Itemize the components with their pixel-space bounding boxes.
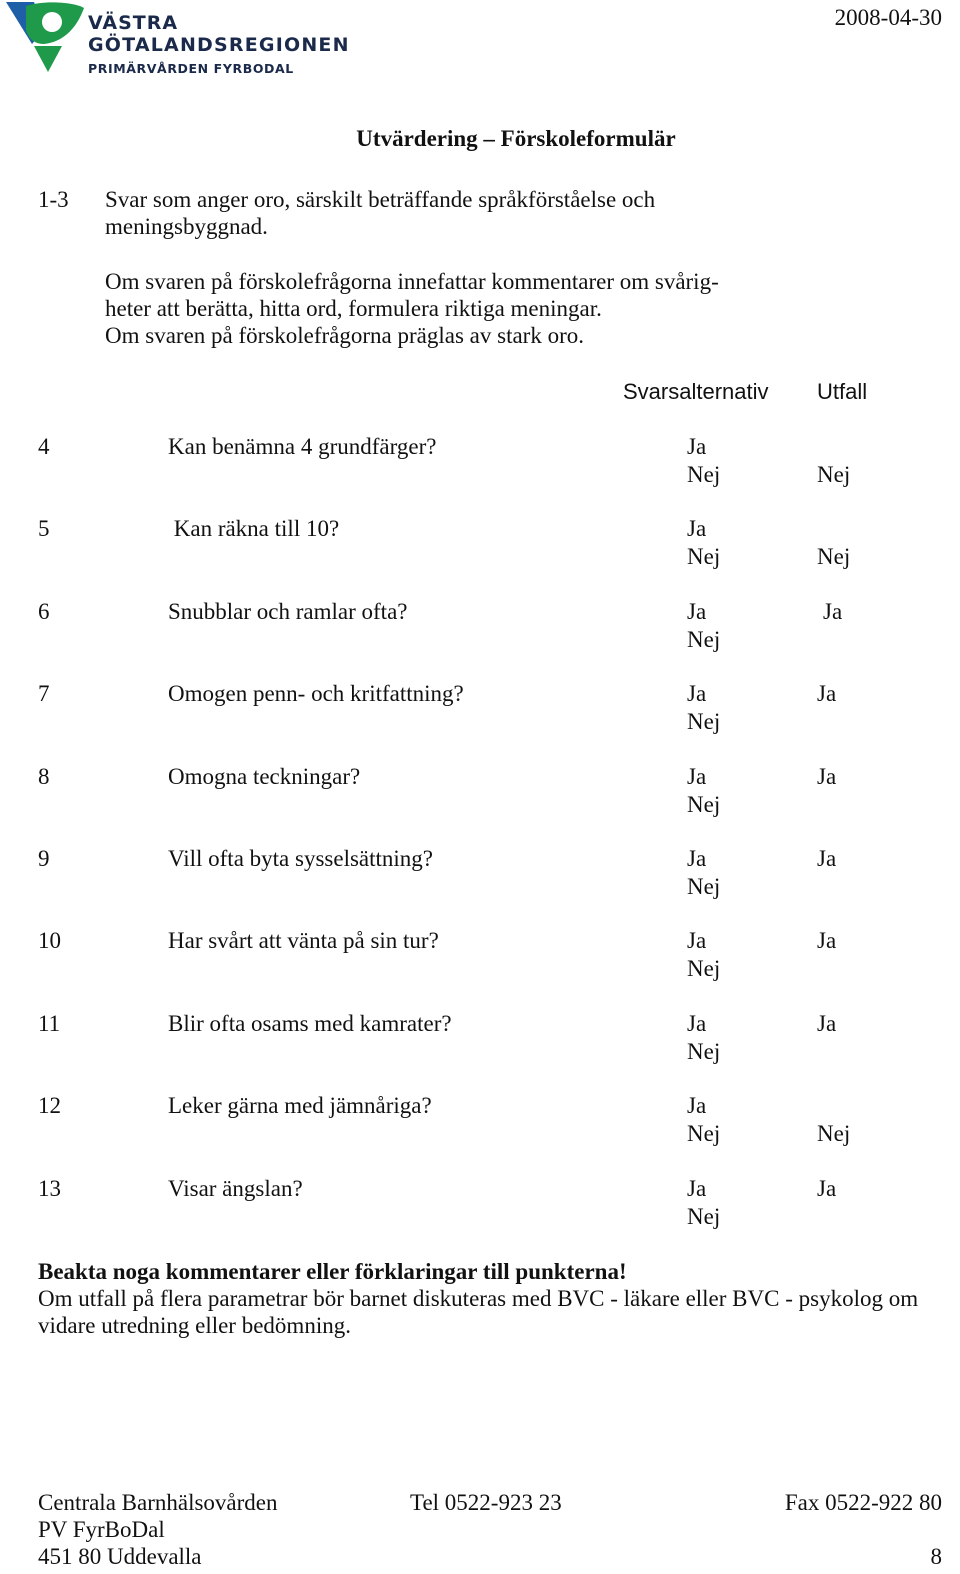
question-text: Omogen penn- och kritfattning? (168, 681, 464, 706)
intro-line: Svar som anger oro, särskilt beträffande språkförståelse och (105, 187, 656, 212)
question-number: 5 (38, 516, 50, 541)
question-text: Visar ängslan? (168, 1176, 303, 1201)
outcome-value: Ja (817, 846, 837, 871)
outcome-value: Nej (817, 1121, 851, 1146)
answer-yes: Ja (687, 599, 707, 624)
answer-no: Nej (687, 874, 721, 899)
question-row (0, 1010, 960, 1070)
page-title: Utvärdering – Förskoleformulär (356, 126, 676, 151)
question-text: Blir ofta osams med kamrater? (168, 1011, 452, 1036)
intro-paragraph (105, 268, 719, 349)
outcome-value: Ja (817, 764, 837, 789)
question-row (0, 598, 960, 658)
outcome-value: Ja (817, 681, 837, 706)
question-row (0, 927, 960, 987)
answer-no: Nej (687, 1121, 721, 1146)
question-number: 12 (38, 1093, 61, 1118)
question-number: 6 (38, 599, 50, 624)
footer-org: Centrala Barnhälsovården (38, 1490, 278, 1515)
outcome-value: Ja (817, 1011, 837, 1036)
question-text: Har svårt att vänta på sin tur? (168, 928, 439, 953)
question-number: 10 (38, 928, 61, 953)
column-header-outcome: Utfall (817, 379, 868, 404)
question-number: 8 (38, 764, 50, 789)
paragraph-line: Om svaren på förskolefrågorna innefattar kommentarer om svårig- (105, 269, 719, 294)
question-text: Omogna teckningar? (168, 764, 361, 789)
question-number: 7 (38, 681, 50, 706)
intro-text (105, 186, 655, 240)
answer-yes: Ja (687, 1093, 707, 1118)
answer-yes: Ja (687, 434, 707, 459)
paragraph-line: heter att berätta, hitta ord, formulera riktiga meningar. (105, 296, 602, 321)
question-number: 11 (38, 1011, 61, 1036)
answer-no: Nej (687, 956, 721, 981)
answer-yes: Ja (687, 764, 707, 789)
outcome-value: Ja (817, 1176, 837, 1201)
warning-text: Beakta noga kommentarer eller förklaringar till punkterna! (38, 1259, 627, 1284)
answer-no: Nej (687, 1039, 721, 1064)
footer-address: 451 80 Uddevalla (38, 1544, 202, 1569)
answer-yes: Ja (687, 516, 707, 541)
intro-number: 1-3 (38, 187, 69, 212)
question-row (0, 433, 960, 493)
answer-no: Nej (687, 544, 721, 569)
question-text: Snubblar och ramlar ofta? (168, 599, 408, 624)
question-row (0, 515, 960, 575)
logo-line-1: VÄSTRA (88, 12, 179, 34)
logo-line-3: PRIMÄRVÅRDEN FYRBODAL (88, 61, 294, 76)
document-date: 2008-04-30 (834, 5, 942, 30)
question-row (0, 1092, 960, 1152)
question-text: Leker gärna med jämnåriga? (168, 1093, 432, 1118)
question-row (0, 1175, 960, 1235)
answer-yes: Ja (687, 846, 707, 871)
question-row (0, 845, 960, 905)
answer-no: Nej (687, 792, 721, 817)
answer-yes: Ja (687, 928, 707, 953)
outcome-value: Nej (817, 462, 851, 487)
answer-yes: Ja (687, 681, 707, 706)
region-logo-mark-icon (4, 0, 90, 76)
answer-no: Nej (687, 1204, 721, 1229)
footer-tel: Tel 0522-923 23 (410, 1490, 562, 1515)
question-text: Vill ofta byta sysselsättning? (168, 846, 433, 871)
question-text: Kan benämna 4 grundfärger? (168, 434, 437, 459)
question-row (0, 680, 960, 740)
column-header-answers: Svarsalternativ (623, 379, 769, 404)
answer-no: Nej (687, 627, 721, 652)
answer-no: Nej (687, 709, 721, 734)
logo-line-2: GÖTALANDSREGIONEN (88, 34, 350, 56)
answer-yes: Ja (687, 1176, 707, 1201)
question-row (0, 763, 960, 823)
question-number: 13 (38, 1176, 61, 1201)
answer-no: Nej (687, 462, 721, 487)
question-text: Kan räkna till 10? (168, 516, 340, 541)
question-number: 4 (38, 434, 50, 459)
intro-line: meningsbyggnad. (105, 214, 268, 239)
outcome-value: Ja (823, 599, 843, 624)
page-number: 8 (930, 1544, 942, 1569)
question-number: 9 (38, 846, 50, 871)
region-logo (4, 0, 364, 76)
note-text: Om utfall på flera parametrar bör barnet diskuteras med BVC - läkare eller BVC - psykolog om vidare utredning eller bedömning. (38, 1286, 919, 1338)
outcome-value: Nej (817, 544, 851, 569)
outcome-value: Ja (817, 928, 837, 953)
paragraph-line: Om svaren på förskolefrågorna präglas av stark oro. (105, 323, 584, 348)
footer-fax: Fax 0522-922 80 (784, 1490, 942, 1515)
answer-yes: Ja (687, 1011, 707, 1036)
footer-unit: PV FyrBoDal (38, 1517, 165, 1542)
